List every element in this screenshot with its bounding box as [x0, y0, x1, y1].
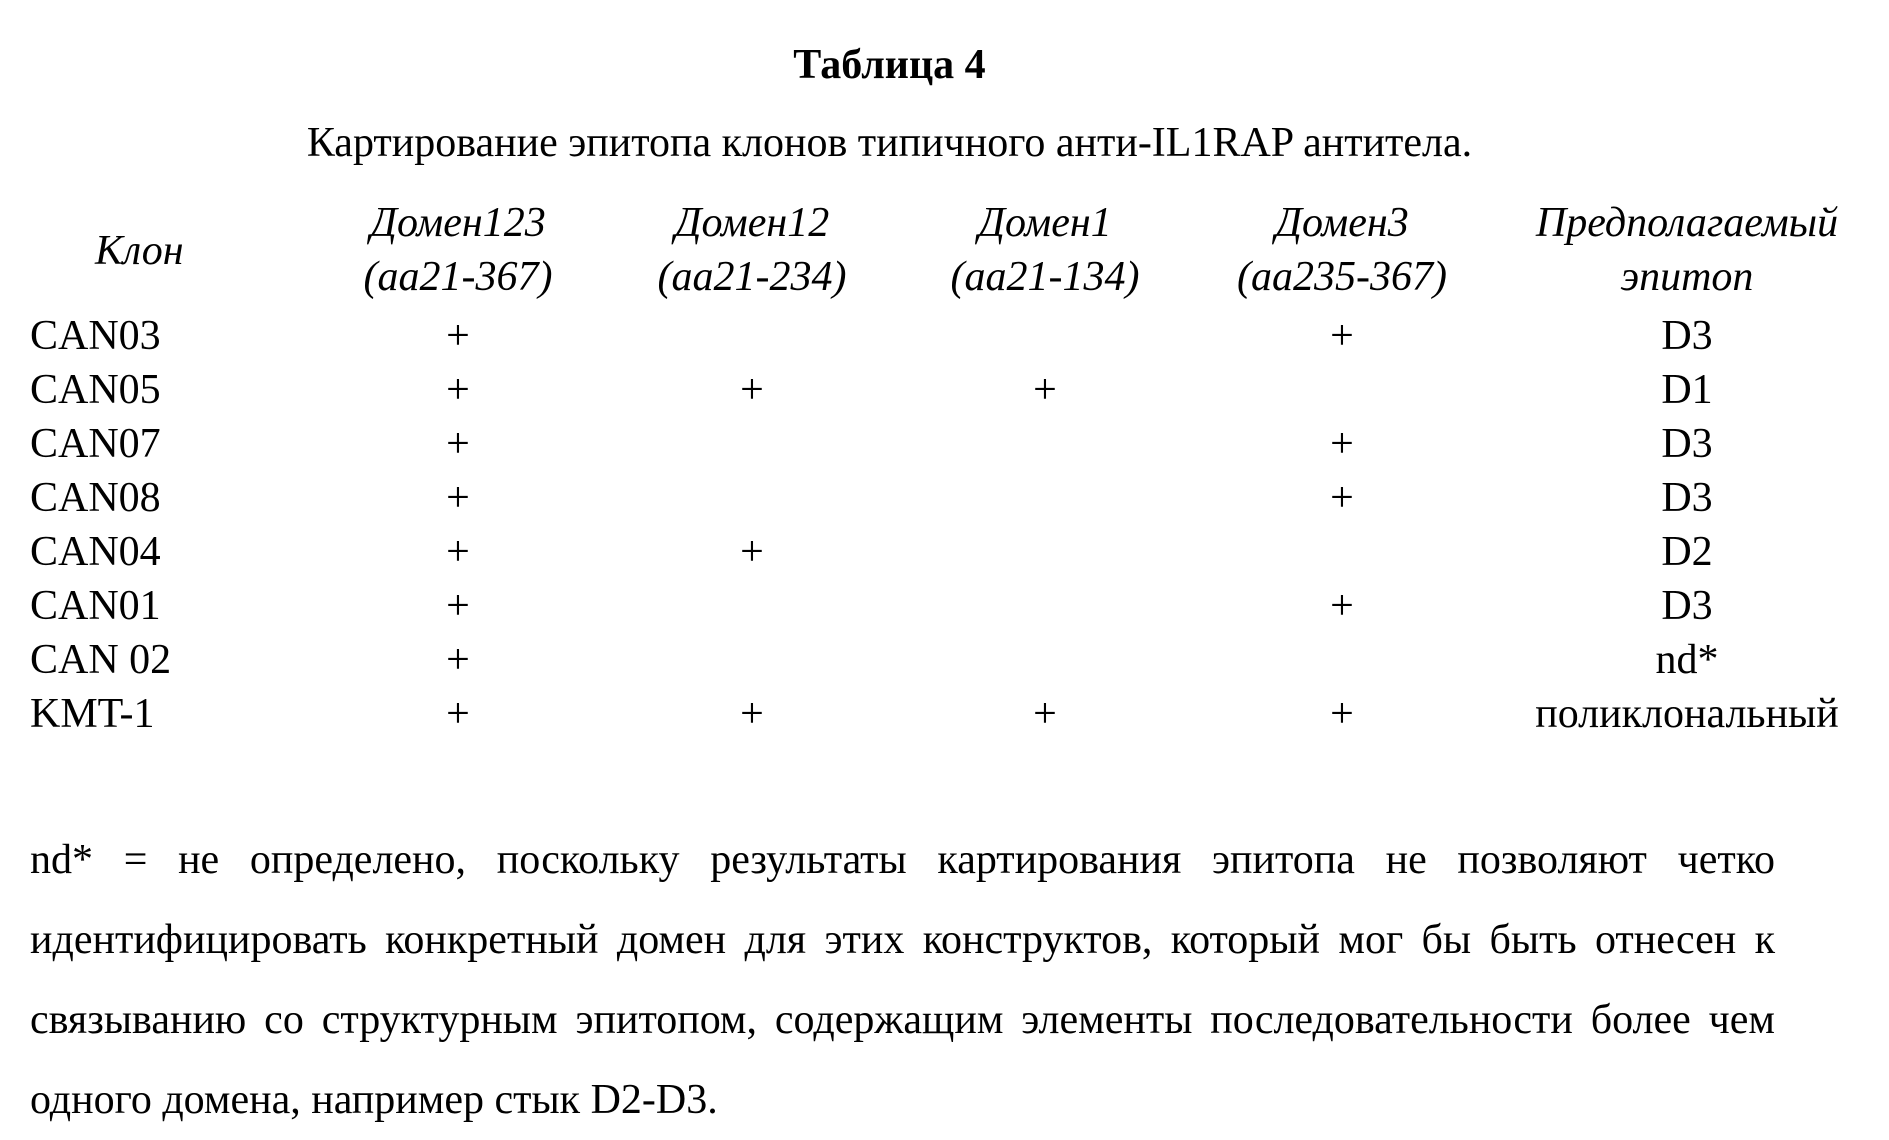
- column-header-domain12: [632, 196, 872, 304]
- cell-domain123: +: [446, 529, 470, 575]
- cell-domain123: +: [446, 367, 470, 413]
- cell-domain123: +: [446, 313, 470, 359]
- table-row: [0, 633, 1889, 687]
- cell-epitope: D3: [1661, 313, 1713, 359]
- cell-domain3: +: [1330, 583, 1354, 629]
- table-row: [0, 471, 1889, 525]
- cell-domain3: +: [1330, 421, 1354, 467]
- column-header-domain123: [338, 196, 578, 304]
- cell-domain3: +: [1330, 313, 1354, 359]
- table-row: [0, 687, 1889, 741]
- column-header-domain3-range: (aa235-367): [1237, 254, 1447, 300]
- table-body: [0, 309, 1889, 741]
- cell-domain12: +: [740, 691, 764, 737]
- column-header-epitope-name: Предполагаемый: [1535, 200, 1839, 246]
- column-header-domain3-name: Домен3: [1275, 200, 1409, 246]
- table-row: [0, 579, 1889, 633]
- cell-domain3: +: [1330, 475, 1354, 521]
- cell-domain123: +: [446, 421, 470, 467]
- cell-domain123: +: [446, 583, 470, 629]
- cell-epitope: D3: [1661, 421, 1713, 467]
- cell-clone: CAN07: [30, 421, 161, 467]
- column-header-domain12-name: Домен12: [674, 200, 830, 246]
- cell-clone: CAN 02: [30, 637, 172, 683]
- cell-clone: CAN05: [30, 367, 161, 413]
- column-header-domain12-range: (aa21-234): [657, 254, 847, 300]
- cell-clone: KMT-1: [30, 691, 155, 737]
- cell-domain123: +: [446, 475, 470, 521]
- column-header-epitope: [1507, 196, 1867, 304]
- column-header-domain3: [1212, 196, 1472, 304]
- cell-domain12: +: [740, 529, 764, 575]
- cell-domain1: +: [1033, 367, 1057, 413]
- cell-domain12: +: [740, 367, 764, 413]
- cell-clone: CAN03: [30, 313, 161, 359]
- table-row: [0, 309, 1889, 363]
- cell-clone: CAN04: [30, 529, 161, 575]
- table-caption: Картирование эпитопа клонов типичного анти-IL1RAP антитела.: [306, 120, 1473, 166]
- column-header-epitope-sub: эпитоп: [1620, 254, 1754, 300]
- cell-epitope: поликлональный: [1535, 691, 1839, 737]
- footnote-paragraph: nd* = не определено, поскольку результаты картирования эпитопа не позволяют четко идентифицировать конкретный домен для этих конструктов, который мог бы быть отнесен к связыванию со структурным эпитопом, содержащим элементы последовательности более чем одного домена, например стык D2-D3.: [30, 837, 1775, 1123]
- cell-domain123: +: [446, 691, 470, 737]
- column-header-domain1-name: Домен1: [978, 200, 1112, 246]
- cell-domain123: +: [446, 637, 470, 683]
- cell-clone: CAN01: [30, 583, 161, 629]
- table-row: [0, 363, 1889, 417]
- cell-epitope: D3: [1661, 583, 1713, 629]
- column-header-domain1-range: (aa21-134): [950, 254, 1140, 300]
- cell-epitope: D3: [1661, 475, 1713, 521]
- table-row: [0, 525, 1889, 579]
- table-title: Таблица 4: [793, 42, 986, 88]
- column-header-domain123-range: (aa21-367): [363, 254, 553, 300]
- column-header-domain123-name: Домен123: [370, 200, 546, 246]
- cell-epitope: nd*: [1655, 637, 1719, 683]
- cell-domain1: +: [1033, 691, 1057, 737]
- cell-domain3: +: [1330, 691, 1354, 737]
- cell-epitope: D2: [1661, 529, 1713, 575]
- column-header-domain1: [925, 196, 1165, 304]
- cell-clone: CAN08: [30, 475, 161, 521]
- column-header-clone: Клон: [95, 228, 184, 274]
- table-row: [0, 417, 1889, 471]
- cell-epitope: D1: [1661, 367, 1713, 413]
